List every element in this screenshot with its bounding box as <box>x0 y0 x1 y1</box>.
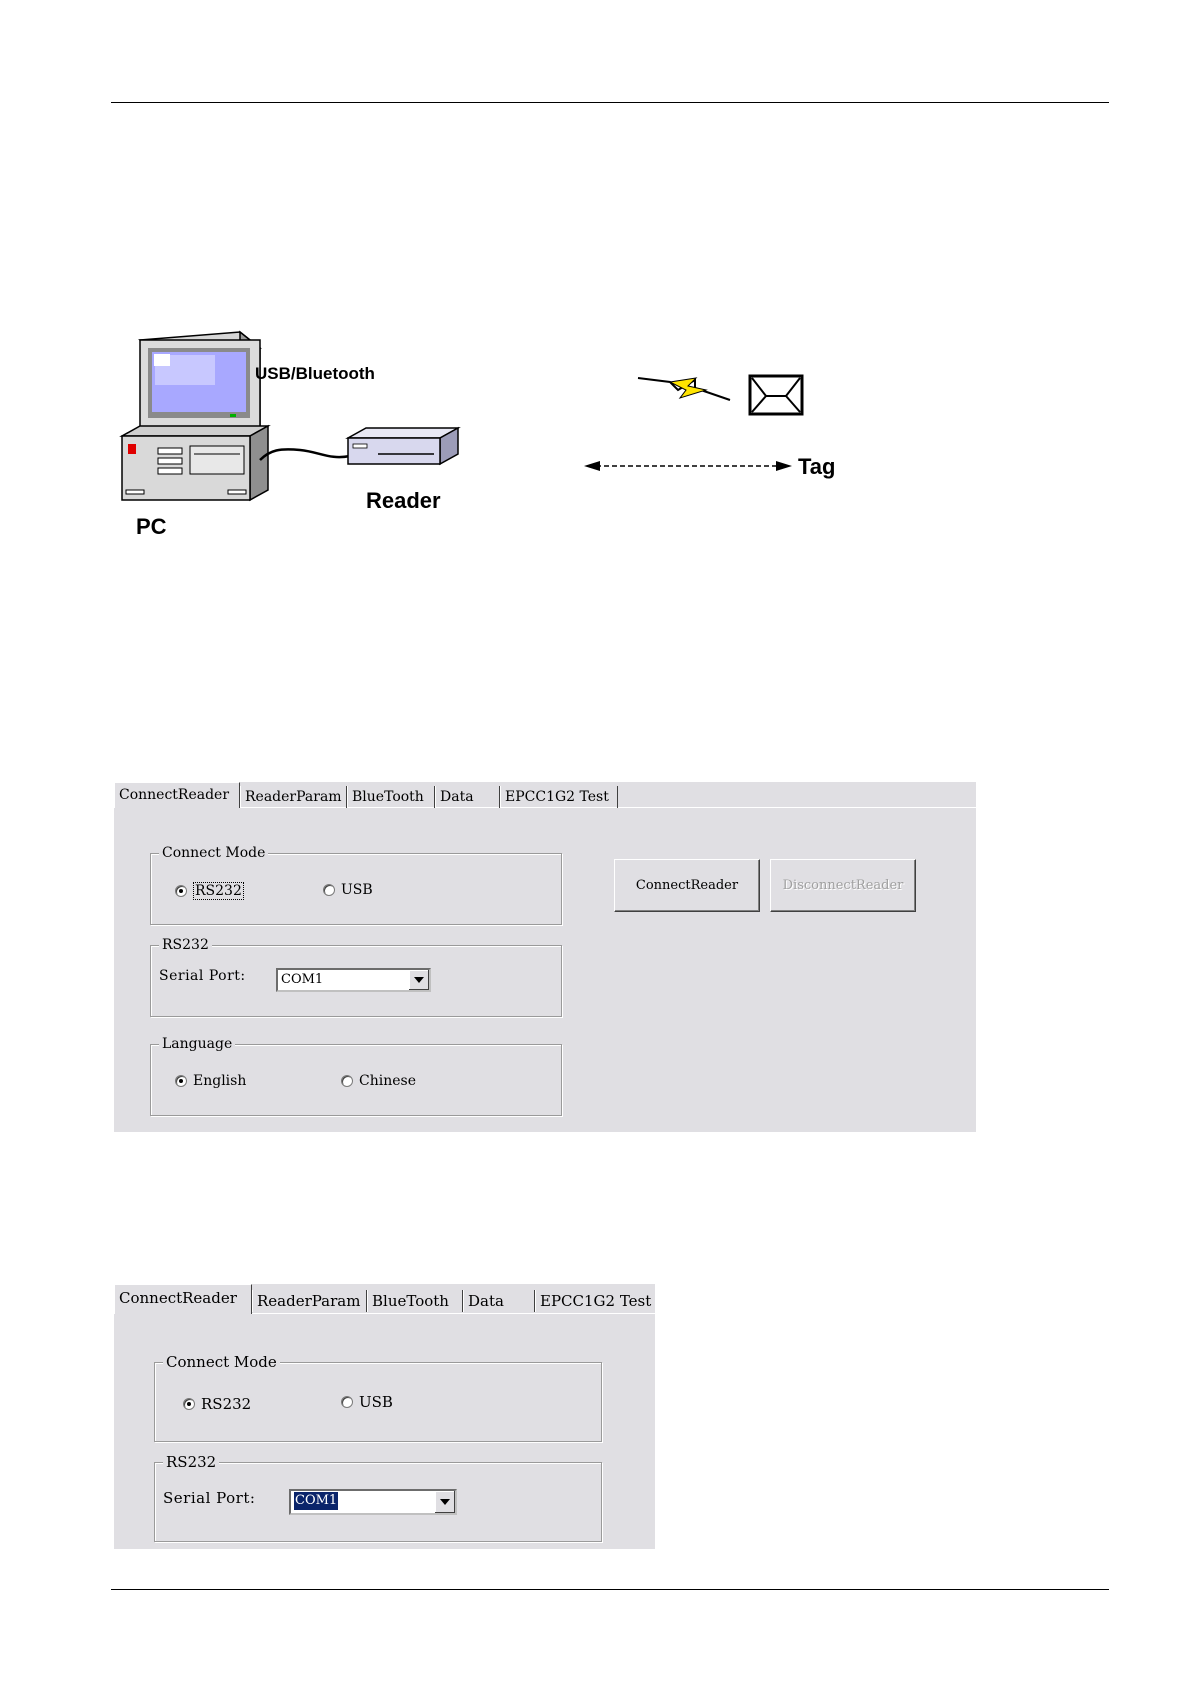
tab-bluetooth[interactable]: BlueTooth <box>347 786 435 808</box>
tab-epcc1g2-test[interactable]: EPCC1G2 Test <box>500 786 618 808</box>
rs232-radio-circle-2 <box>183 1398 195 1410</box>
usb-radio[interactable] <box>323 882 373 898</box>
pc-label: PC <box>136 514 167 539</box>
pc-tower-icon <box>122 426 268 500</box>
usb-radio-2[interactable] <box>341 1393 393 1411</box>
chinese-radio-label: Chinese <box>359 1073 416 1089</box>
communication-arrow <box>584 461 792 471</box>
reader-device-icon <box>348 428 458 464</box>
tag-icon <box>750 376 802 414</box>
connect-mode-title-2: Connect Mode <box>163 1353 280 1371</box>
connect-reader-button[interactable]: ConnectReader <box>614 859 760 912</box>
tab-connect-reader-2[interactable]: ConnectReader <box>114 1284 252 1314</box>
tab-data[interactable]: Data <box>435 786 500 808</box>
serial-port-value-2: COM1 <box>295 1493 338 1508</box>
diagram-graphics <box>110 330 890 550</box>
serial-port-select[interactable] <box>276 968 431 992</box>
english-radio-label: English <box>193 1073 247 1089</box>
rs232-radio[interactable] <box>175 882 244 900</box>
chinese-radio-circle <box>341 1075 353 1087</box>
serial-port-label-2: Serial Port: <box>163 1489 256 1507</box>
pc-monitor-icon <box>140 332 260 430</box>
wireless-signal-icon <box>638 378 730 400</box>
tab-strip <box>114 782 976 808</box>
system-diagram <box>110 330 890 550</box>
connect-mode-title: Connect Mode <box>159 844 268 862</box>
rs232-radio-label-2: RS232 <box>201 1395 252 1413</box>
rs232-group-2 <box>154 1453 602 1542</box>
english-radio-circle <box>175 1075 187 1087</box>
chevron-down-icon[interactable] <box>434 1491 455 1513</box>
serial-port-value: COM1 <box>281 972 324 987</box>
usb-radio-label-2: USB <box>359 1393 393 1411</box>
header-rule <box>111 102 1109 103</box>
language-group-title: Language <box>159 1035 235 1053</box>
chevron-down-icon[interactable] <box>408 970 429 990</box>
reader-label: Reader <box>366 488 441 513</box>
footer-rule <box>111 1589 1109 1590</box>
rs232-radio-circle <box>175 885 187 897</box>
connect-reader-dialog-full <box>114 782 976 1132</box>
usb-radio-circle-2 <box>341 1396 353 1408</box>
chinese-radio[interactable] <box>341 1073 416 1089</box>
rs232-group <box>150 937 562 1017</box>
usb-radio-label: USB <box>341 882 373 898</box>
rs232-group-title-2: RS232 <box>163 1453 219 1471</box>
tab-bluetooth-2[interactable]: BlueTooth <box>367 1290 463 1312</box>
tab-reader-param[interactable]: ReaderParam <box>240 786 347 808</box>
tab-strip-2 <box>114 1284 655 1314</box>
rs232-group-title: RS232 <box>159 936 212 954</box>
usb-cable <box>260 449 350 460</box>
english-radio[interactable] <box>175 1073 246 1089</box>
serial-port-select-2[interactable] <box>289 1489 457 1515</box>
connect-mode-group-2 <box>154 1353 602 1442</box>
rs232-radio-label: RS232 <box>195 883 242 899</box>
serial-port-label: Serial Port: <box>159 968 246 984</box>
connect-reader-dialog-cropped <box>114 1284 655 1549</box>
usb-radio-circle <box>323 884 335 896</box>
tab-connect-reader[interactable]: ConnectReader <box>114 782 240 808</box>
tab-epcc1g2-test-2[interactable]: EPCC1G2 Test <box>535 1290 655 1312</box>
disconnect-reader-button[interactable]: DisconnectReader <box>770 859 916 912</box>
rs232-radio-2[interactable] <box>183 1395 251 1413</box>
tag-label: Tag <box>798 454 836 479</box>
tab-reader-param-2[interactable]: ReaderParam <box>252 1290 367 1312</box>
tab-data-2[interactable]: Data <box>463 1290 535 1312</box>
language-group <box>150 1036 562 1116</box>
usb-bluetooth-label: USB/Bluetooth <box>255 364 375 383</box>
connect-mode-group <box>150 845 562 925</box>
